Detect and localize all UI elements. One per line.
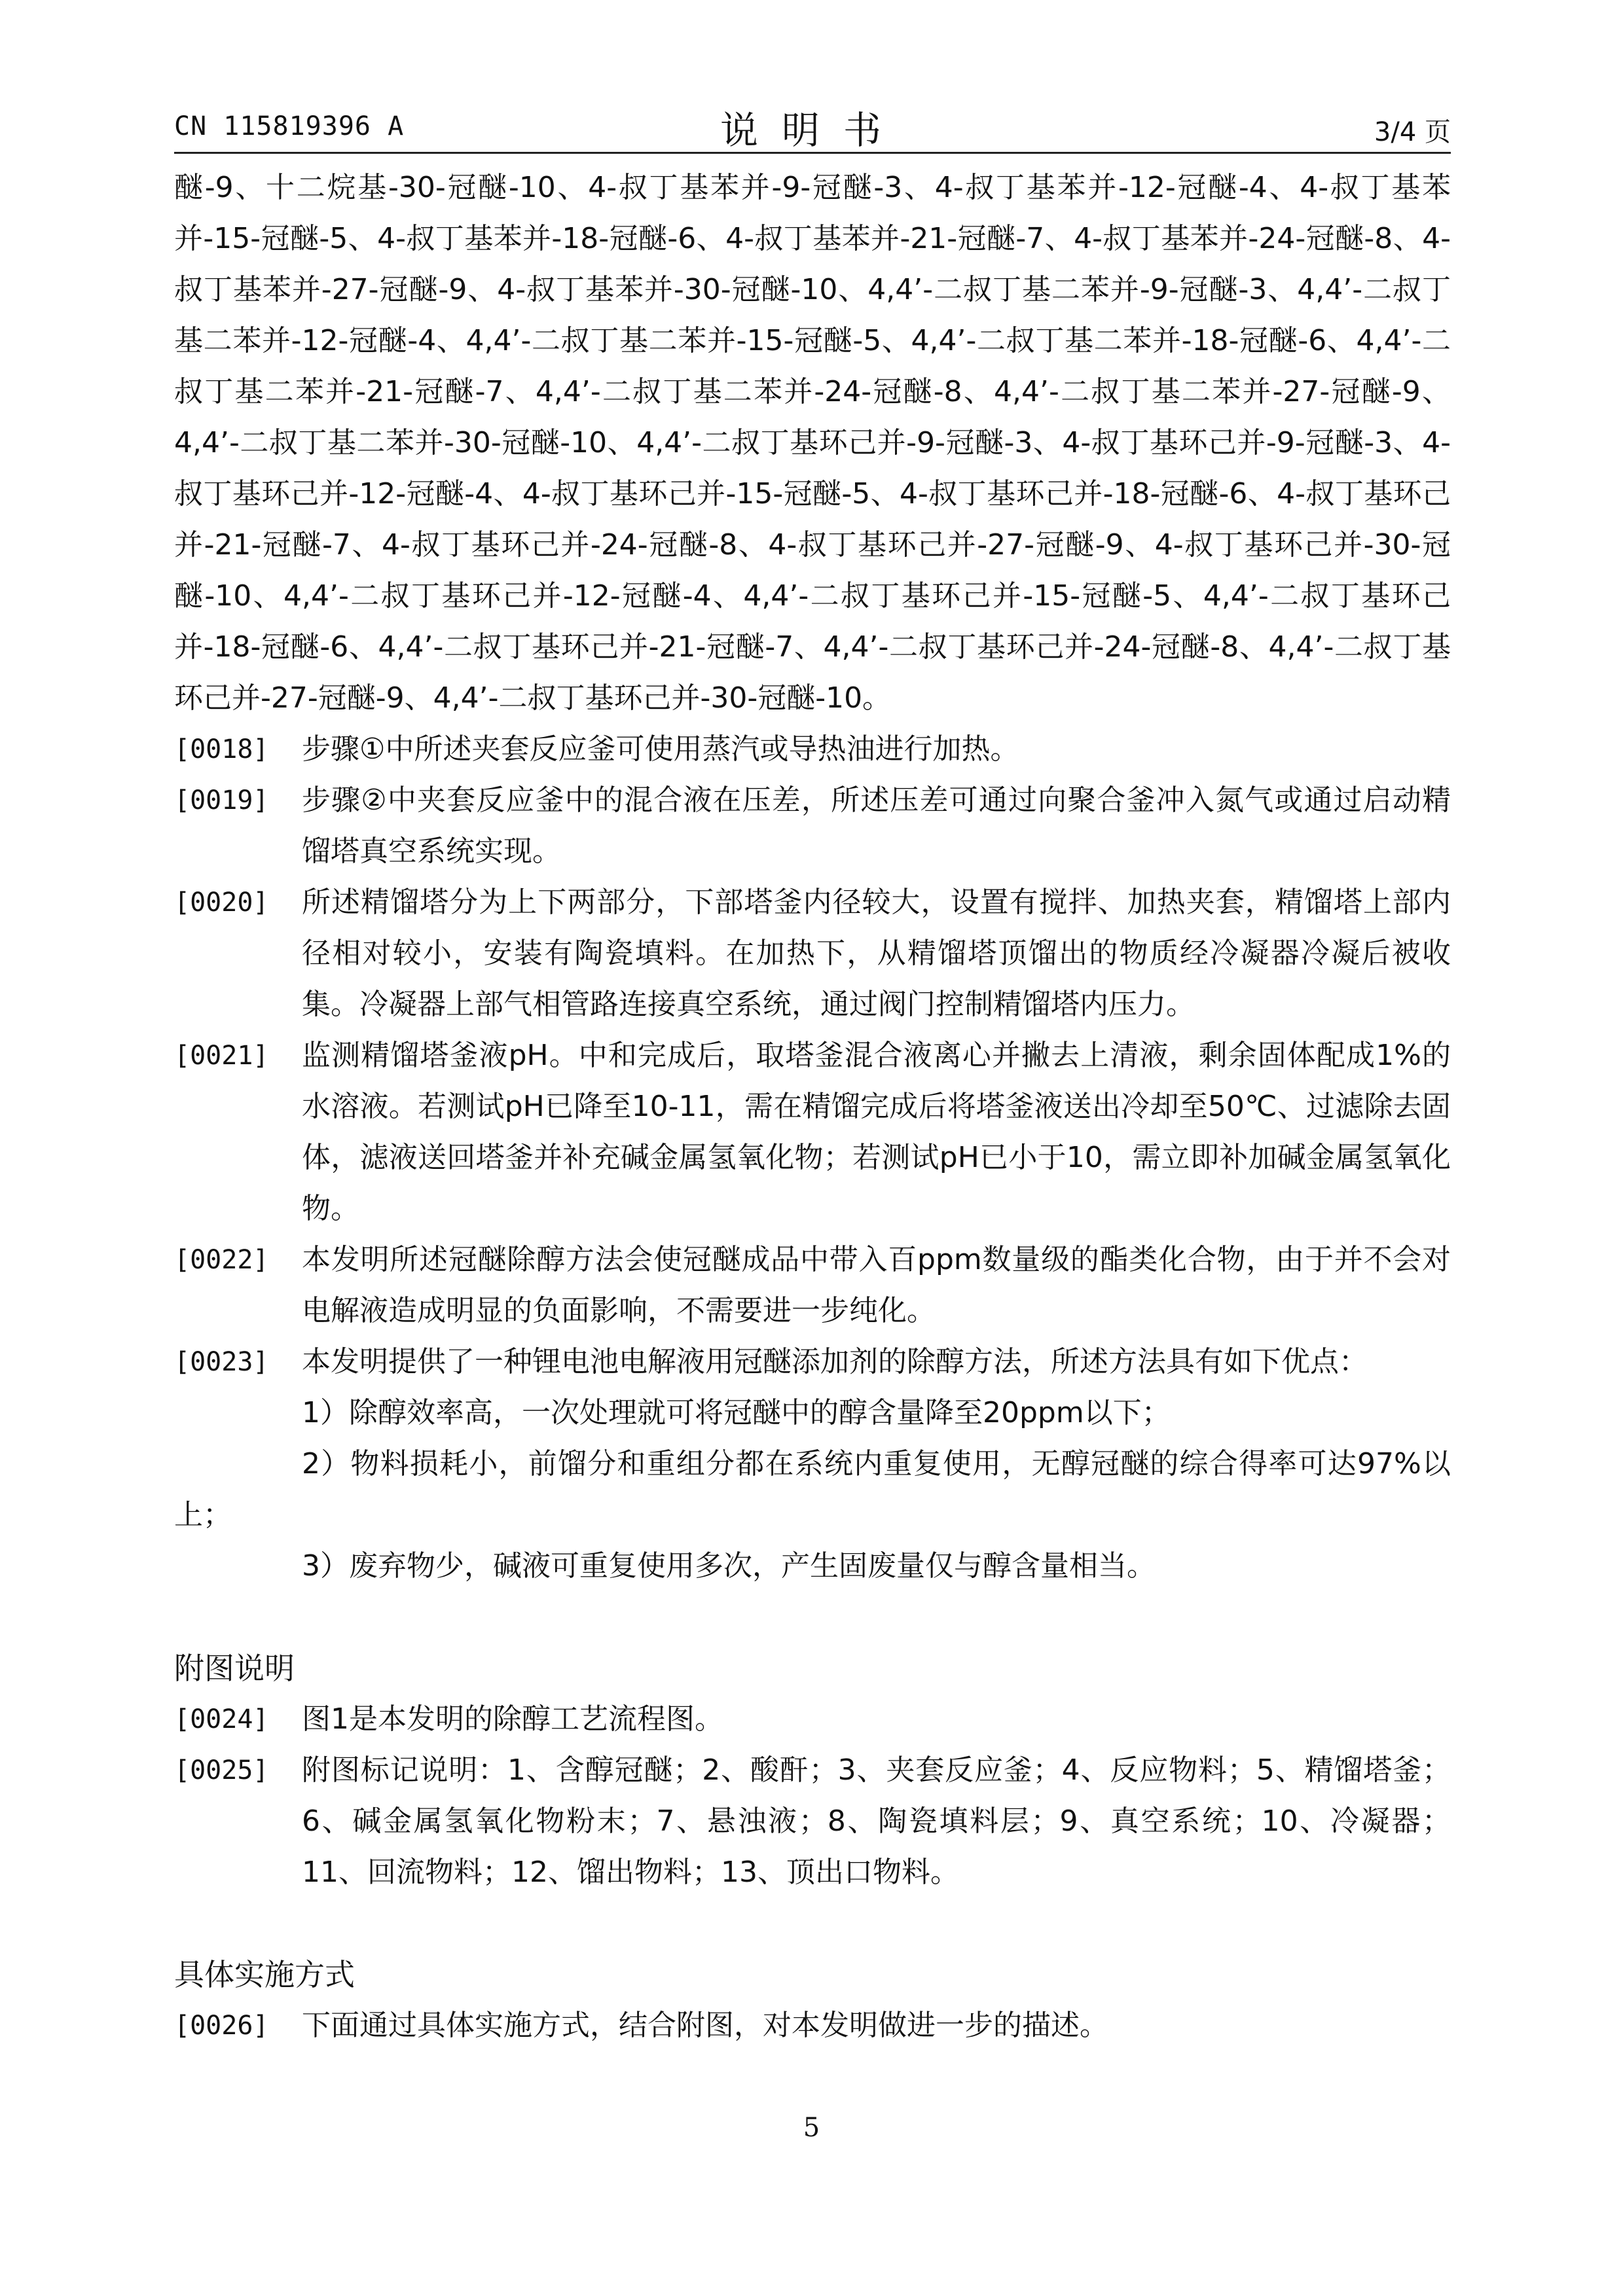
section-heading-embodiments: 具体实施方式: [174, 1957, 355, 1992]
paragraph-0021: [174, 1030, 1451, 1234]
paragraph-0026: [174, 2000, 1451, 2051]
paragraph-text: 本发明所述冠醚除醇方法会使冠醚成品中带入百ppm数量级的酯类化合物，由于并不会对电解液造成明显的负面影响，不需要进一步纯化。: [302, 1243, 1451, 1327]
paragraph-number: [0026]: [174, 2011, 269, 2041]
paragraph-text: 步骤①中所述夹套反应釜可使用蒸汽或导热油进行加热。: [302, 732, 1019, 766]
paragraph-text: 图1是本发明的除醇工艺流程图。: [302, 1702, 723, 1736]
paragraph-number: [0019]: [174, 785, 269, 816]
paragraph-0025: [174, 1745, 1451, 1898]
paragraph-0018: [174, 724, 1451, 775]
paragraph-number: [0020]: [174, 888, 269, 918]
section-heading-figures: 附图说明: [174, 1651, 295, 1686]
paragraph-text: 本发明提供了一种锂电池电解液用冠醚添加剂的除醇方法，所述方法具有如下优点：: [302, 1345, 1368, 1378]
page-number: 5: [803, 2113, 820, 2143]
paragraph-0020: [174, 877, 1451, 1030]
advantage-item: 3）废弃物少，碱液可重复使用多次，产生固废量仅与醇含量相当。: [302, 1549, 1156, 1583]
paragraph-text: 步骤②中夹套反应釜中的混合液在压差，所述压差可通过向聚合釜冲入氮气或通过启动精馏塔真空系统实现。: [302, 783, 1451, 868]
page-indicator: 3/4 页: [1374, 117, 1451, 147]
page-header: [174, 99, 1451, 152]
paragraph-0024: [174, 1694, 1451, 1745]
paragraph-text: 附图标记说明：1、含醇冠醚；2、酸酐；3、夹套反应釜；4、反应物料；5、精馏塔釜；6、碱金属氢氧化物粉末；7、悬浊液；8、陶瓷填料层；9、真空系统；10、冷凝器；11、回流物料；12、馏出物料；13、顶出口物料。: [302, 1753, 1451, 1889]
paragraph-0022: [174, 1234, 1451, 1336]
document-title: 说明书: [720, 108, 905, 152]
paragraph-0019: [174, 775, 1451, 877]
paragraph-number: [0024]: [174, 1704, 269, 1734]
compound-list-continuation: 醚-9、十二烷基-30-冠醚-10、4-叔丁基苯并-9-冠醚-3、4-叔丁基苯并-12-冠醚-4、4-叔丁基苯并-15-冠醚-5、4-叔丁基苯并-18-冠醚-6、4-叔丁基苯并-21-冠醚-7、4-叔丁基苯并-24-冠醚-8、4-叔丁基苯并-27-冠醚-9、4-叔丁基苯并-30-冠醚-10、4,4’-二叔丁基二苯并-9-冠醚-3、4,4’-二叔丁基二苯并-12-冠醚-4、4,4’-二叔丁基二苯并-15-冠醚-5、4,4’-二叔丁基二苯并-18-冠醚-6、4,4’-二叔丁基二苯并-21-冠醚-7、4,4’-二叔丁基二苯并-24-冠醚-8、4,4’-二叔丁基二苯并-27-冠醚-9、4,4’-二叔丁基二苯并-30-冠醚-10、4,4’-二叔丁基环己并-9-冠醚-3、4-叔丁基环己并-9-冠醚-3、4-叔丁基环己并-12-冠醚-4、4-叔丁基环己并-15-冠醚-5、4-叔丁基环己并-18-冠醚-6、4-叔丁基环己并-21-冠醚-7、4-叔丁基环己并-24-冠醚-8、4-叔丁基环己并-27-冠醚-9、4-叔丁基环己并-30-冠醚-10、4,4’-二叔丁基环己并-12-冠醚-4、4,4’-二叔丁基环己并-15-冠醚-5、4,4’-二叔丁基环己并-18-冠醚-6、4,4’-二叔丁基环己并-21-冠醚-7、4,4’-二叔丁基环己并-24-冠醚-8、4,4’-二叔丁基环己并-27-冠醚-9、4,4’-二叔丁基环己并-30-冠醚-10。: [174, 171, 1451, 715]
header-rule: [174, 152, 1451, 154]
paragraph-number: [0022]: [174, 1245, 269, 1275]
advantage-item: 1）除醇效率高，一次处理就可将冠醚中的醇含量降至20ppm以下；: [302, 1396, 1171, 1429]
paragraph-text: 监测精馏塔釜液pH。中和完成后，取塔釜混合液离心并撇去上清液，剩余固体配成1%的水溶液。若测试pH已降至10-11，需在精馏完成后将塔釜液送出冷却至50℃、过滤除去固体，滤液送回塔釜并补充碱金属氢氧化物；若测试pH已小于10，需立即补加碱金属氢氧化物。: [302, 1039, 1451, 1225]
paragraph-number: [0023]: [174, 1347, 269, 1377]
document-body: [174, 162, 1451, 2051]
advantage-item: 2）物料损耗小，前馏分和重组分都在系统内重复使用，无醇冠醚的综合得率可达97%以上；: [174, 1447, 1451, 1532]
paragraph-number: [0021]: [174, 1041, 269, 1071]
paragraph-number: [0018]: [174, 734, 269, 764]
paragraph-number: [0025]: [174, 1755, 269, 1785]
paragraph-text: 所述精馏塔分为上下两部分，下部塔釜内径较大，设置有搅拌、加热夹套，精馏塔上部内径相对较小，安装有陶瓷填料。在加热下，从精馏塔顶馏出的物质经冷凝器冷凝后被收集。冷凝器上部气相管路连接真空系统，通过阀门控制精馏塔内压力。: [302, 886, 1451, 1021]
publication-number: CN 115819396 A: [174, 111, 405, 141]
paragraph-0023: [174, 1336, 1451, 1388]
paragraph-text: 下面通过具体实施方式，结合附图，对本发明做进一步的描述。: [302, 2009, 1108, 2042]
